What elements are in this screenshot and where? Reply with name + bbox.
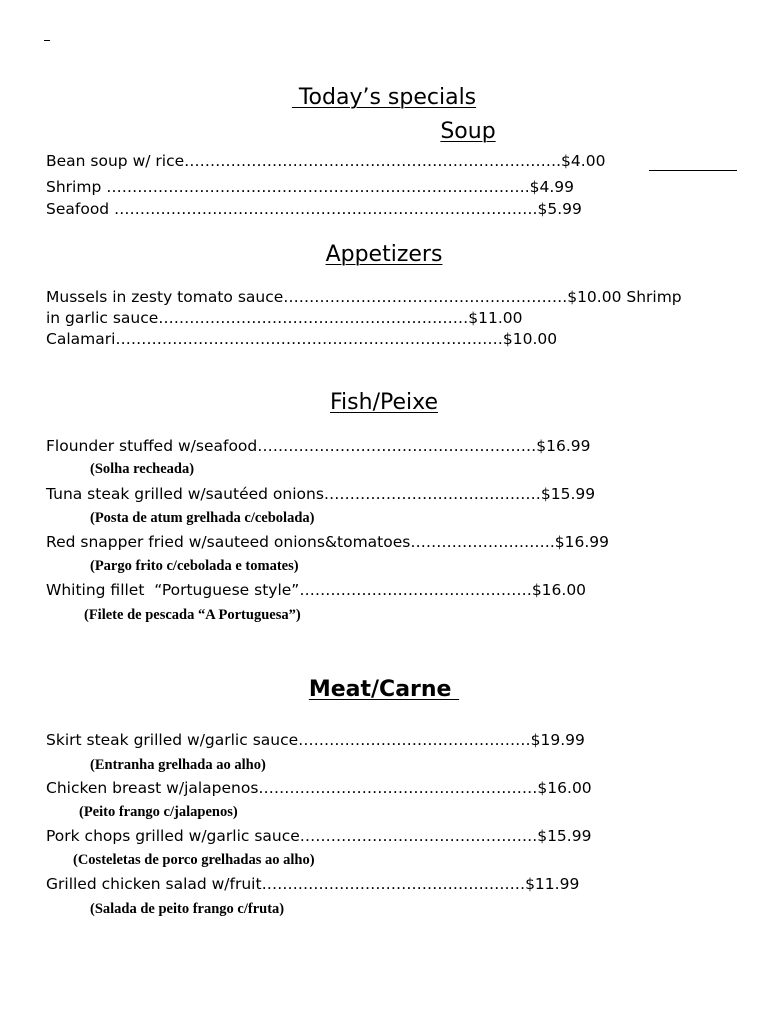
meat-item: Skirt steak grilled w/garlic sauce………………………………………$19.99 [46,731,585,749]
appetizers-heading: Appetizers [325,242,443,267]
meat-item-translation: (Entranha grelhada ao alho) [90,757,266,773]
fish-item: Tuna steak grilled w/sautéed onions……………………………………$15.99 [46,485,596,503]
fish-item: Whiting fillet “Portuguese style”………………………………………$16.00 [46,581,587,599]
fish-item: Red snapper fried w/sauteed onions&tomatoes……………………….$16.99 [46,533,610,551]
meat-item: Pork chops grilled w/garlic sauce……………………………………….$15.99 [46,827,592,845]
meat-item-translation: (Salada de peito frango c/fruta) [90,901,285,917]
soup-item: Shrimp ……………………………………………………………………….$4.99 [46,178,575,196]
page-title: Today’s specials [291,85,477,110]
appetizer-item: Mussels in zesty tomato sauce……………………………………………….$10.00 Shrimp [46,288,682,306]
soup-item: Seafood ……………………………………………………………………….$5.99 [46,200,582,218]
meat-heading: Meat/Carne [308,677,460,702]
meat-item-translation: (Costeletas de porco grelhadas ao alho) [73,852,315,868]
underline-rule [649,170,737,171]
fish-item-translation: (Pargo frito c/cebolada e tomates) [90,558,299,574]
fish-item-translation: (Filete de pescada “A Portuguesa”) [84,607,301,623]
fish-item: Flounder stuffed w/seafood………………………………………………$16.99 [46,437,591,455]
fish-item-translation: (Posta de atum grelhada c/cebolada) [90,510,315,526]
fish-heading: Fish/Peixe [330,390,438,415]
meat-item: Chicken breast w/jalapenos………………………………………………$16.00 [46,779,592,797]
soup-item: Bean soup w/ rice……………………………………………………………….$4.00 [46,152,606,170]
meat-item: Grilled chicken salad w/fruit……………………………………………$11.99 [46,875,580,893]
fish-item-translation: (Solha recheada) [90,461,195,477]
meat-item-translation: (Peito frango c/jalapenos) [79,804,238,820]
soup-heading: Soup [440,119,496,144]
stray-mark [44,40,50,41]
appetizer-item: in garlic sauce……………………………………………………$11.00 [46,309,523,327]
appetizer-item: Calamari…………………………………………………………………$10.00 [46,330,558,348]
